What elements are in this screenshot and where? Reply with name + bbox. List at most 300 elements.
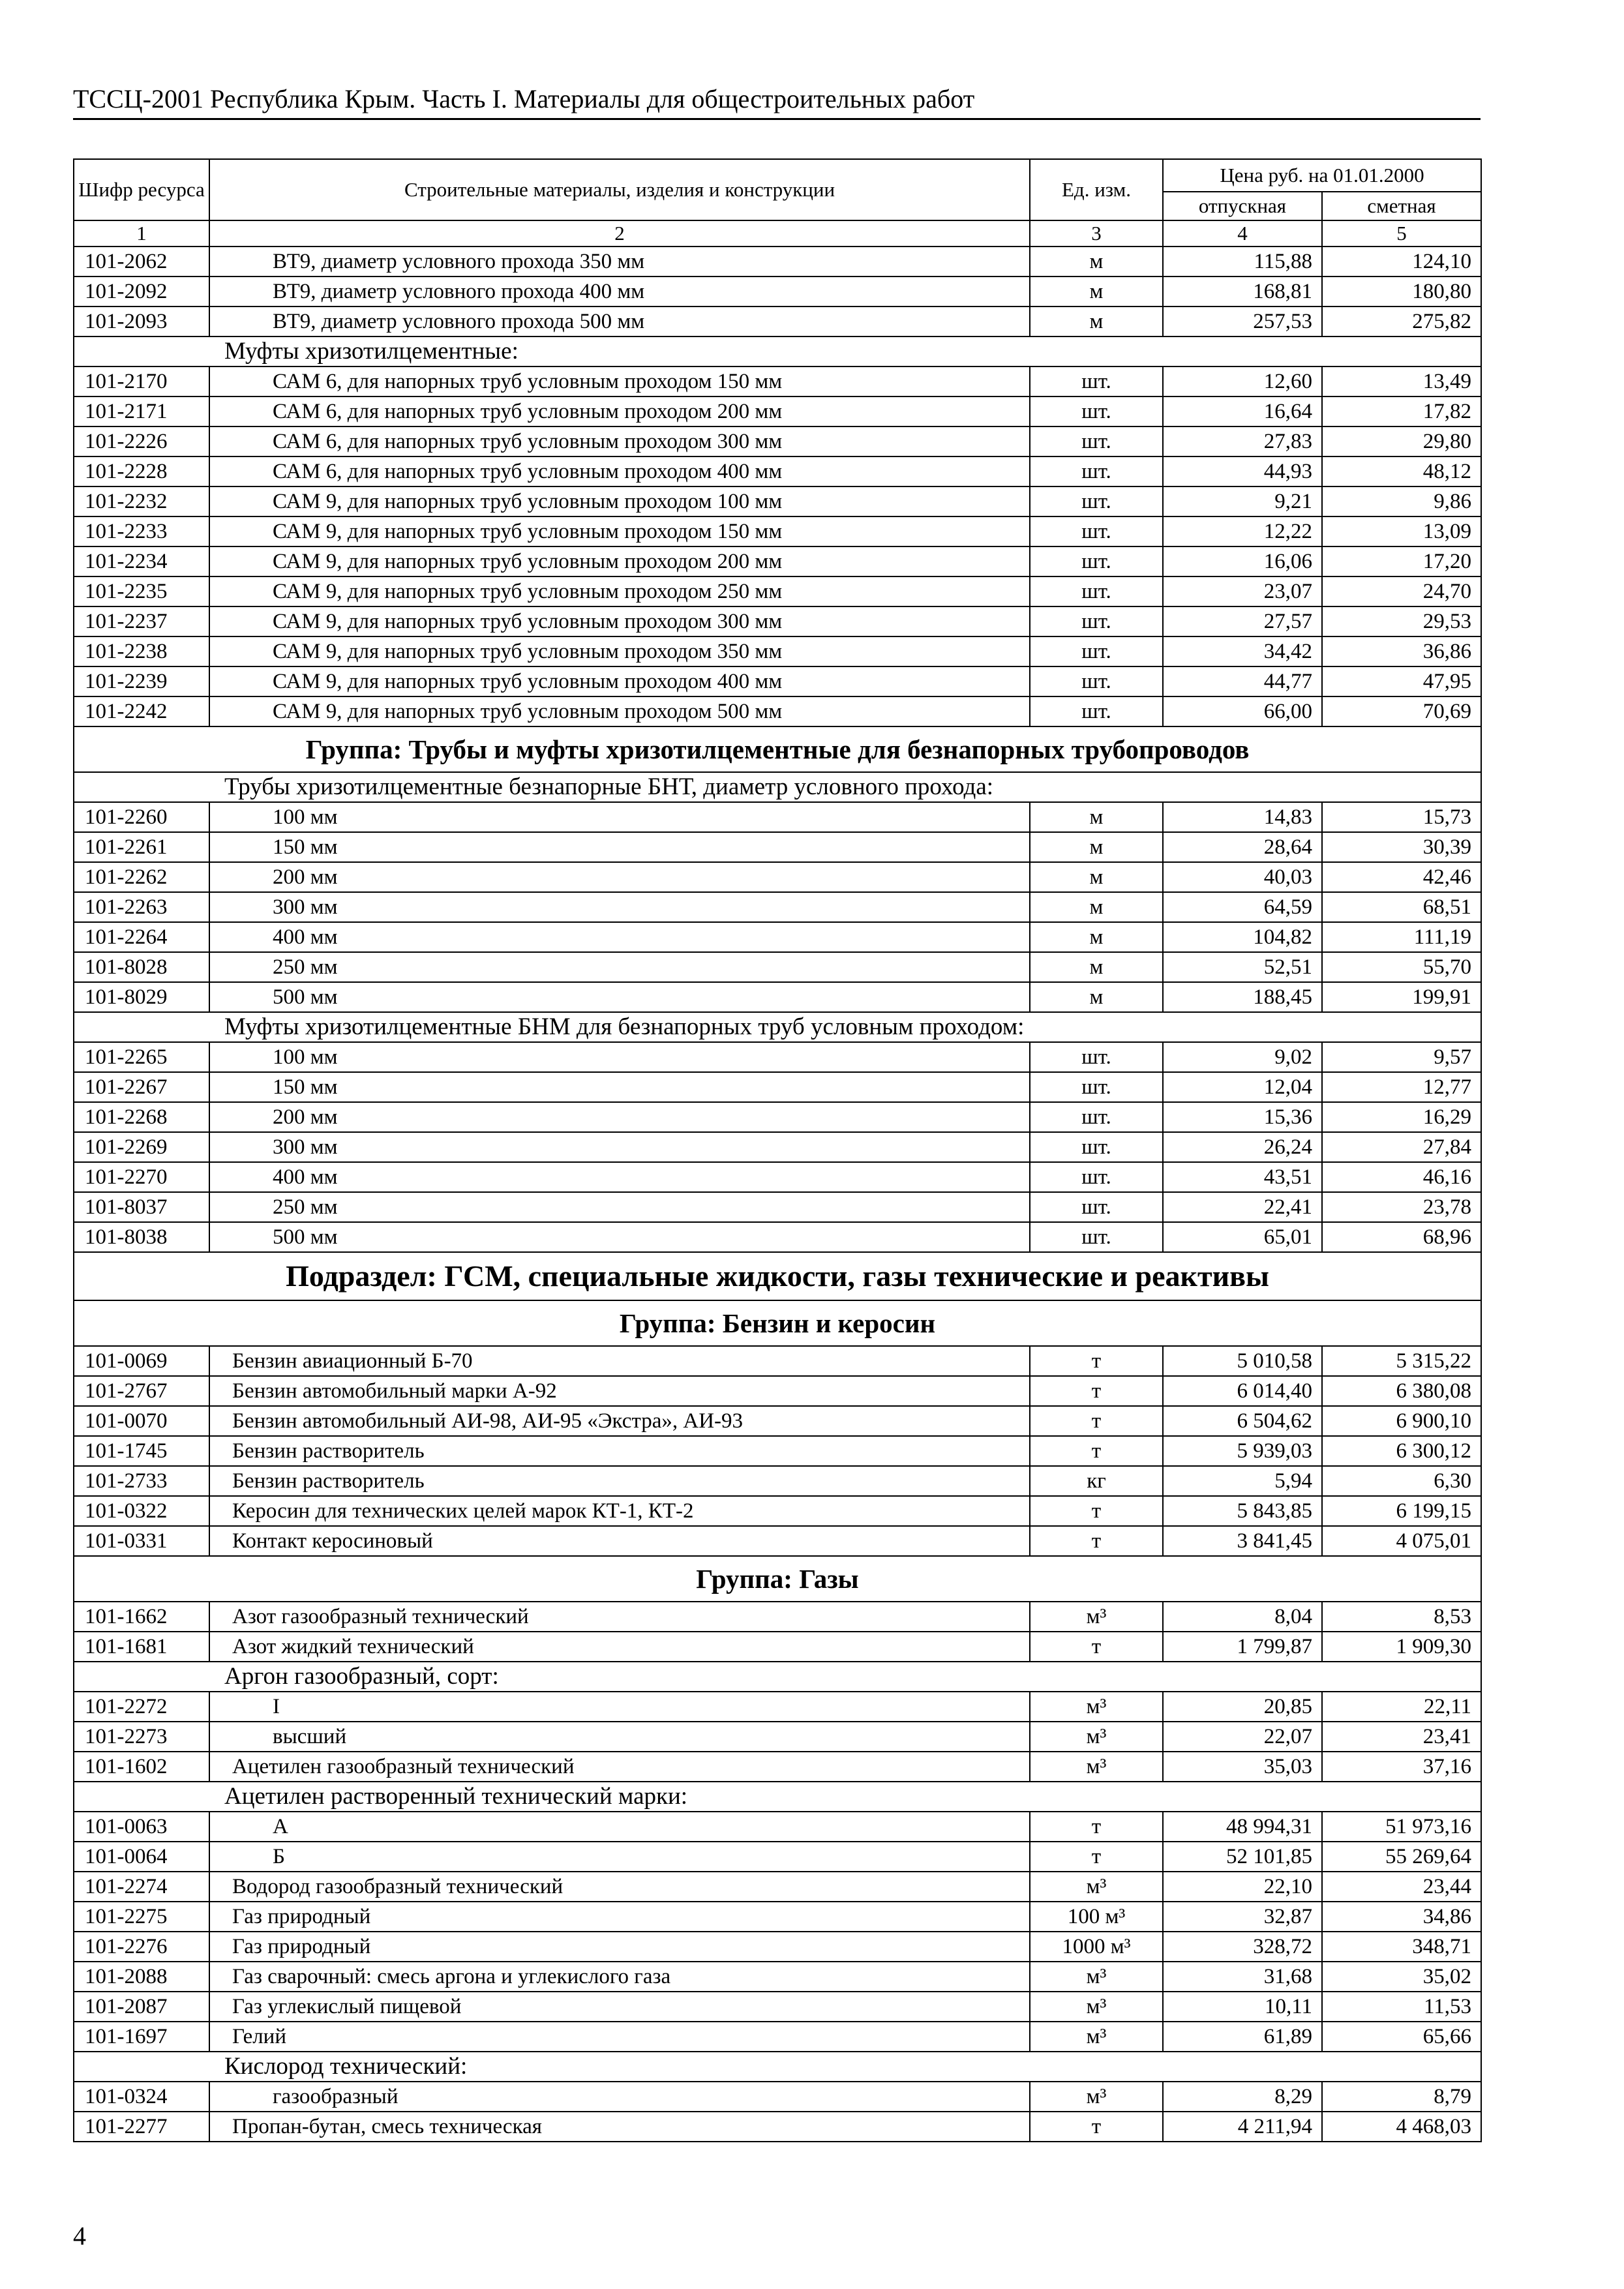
release-price: 9,02 [1163, 1042, 1322, 1072]
subgroup-heading: Аргон газообразный, сорт: [74, 1662, 1481, 1692]
release-price: 34,42 [1163, 636, 1322, 666]
estimate-price: 46,16 [1322, 1162, 1481, 1192]
material-name: 300 мм [209, 892, 1030, 922]
resource-code: 101-2234 [74, 546, 209, 576]
estimate-price: 23,78 [1322, 1192, 1481, 1222]
subgroup-heading: Муфты хризотилцементные БНМ для безнапорных труб условным проходом: [74, 1012, 1481, 1042]
resource-code: 101-2261 [74, 832, 209, 862]
unit: т [1030, 1842, 1163, 1872]
material-name: Газ природный [209, 1902, 1030, 1932]
resource-code: 101-1697 [74, 2022, 209, 2052]
table-row [74, 1496, 1481, 1526]
release-price: 115,88 [1163, 247, 1322, 277]
estimate-price: 23,44 [1322, 1872, 1481, 1902]
unit: т [1030, 1812, 1163, 1842]
unit: т [1030, 1632, 1163, 1662]
unit: м [1030, 277, 1163, 307]
table-row [74, 2022, 1481, 2052]
unit: м³ [1030, 1752, 1163, 1782]
header-col-number: 4 [1163, 220, 1322, 247]
unit: шт. [1030, 456, 1163, 486]
table-row [74, 1376, 1481, 1406]
estimate-price: 5 315,22 [1322, 1346, 1481, 1376]
estimate-price: 42,46 [1322, 862, 1481, 892]
table-row [74, 486, 1481, 516]
page-number: 4 [73, 2221, 86, 2251]
unit: м [1030, 982, 1163, 1012]
unit: м [1030, 247, 1163, 277]
resource-code: 101-0063 [74, 1812, 209, 1842]
release-price: 22,41 [1163, 1192, 1322, 1222]
material-name: САМ 9, для напорных труб условным проходом 150 мм [209, 516, 1030, 546]
table-row [74, 1436, 1481, 1466]
table-row [74, 1992, 1481, 2022]
material-name: 150 мм [209, 1072, 1030, 1102]
material-name: САМ 9, для напорных труб условным проходом 500 мм [209, 696, 1030, 726]
table-row [74, 1632, 1481, 1662]
release-price: 64,59 [1163, 892, 1322, 922]
material-name: САМ 9, для напорных труб условным проходом 250 мм [209, 576, 1030, 606]
unit: шт. [1030, 636, 1163, 666]
release-price: 8,29 [1163, 2082, 1322, 2112]
material-name: САМ 9, для напорных труб условным проходом 300 мм [209, 606, 1030, 636]
unit: т [1030, 1436, 1163, 1466]
material-name: ВТ9, диаметр условного прохода 350 мм [209, 247, 1030, 277]
table-row [74, 1072, 1481, 1102]
release-price: 52,51 [1163, 952, 1322, 982]
release-price: 40,03 [1163, 862, 1322, 892]
resource-code: 101-2232 [74, 486, 209, 516]
release-price: 43,51 [1163, 1162, 1322, 1192]
header-name: Строительные материалы, изделия и конструкции [209, 159, 1030, 220]
resource-code: 101-2264 [74, 922, 209, 952]
resource-code: 101-0064 [74, 1842, 209, 1872]
release-price: 20,85 [1163, 1692, 1322, 1722]
table-row [74, 802, 1481, 832]
material-name: 250 мм [209, 1192, 1030, 1222]
unit: шт. [1030, 1162, 1163, 1192]
table-row [74, 892, 1481, 922]
release-price: 52 101,85 [1163, 1842, 1322, 1872]
resource-code: 101-2238 [74, 636, 209, 666]
unit: шт. [1030, 606, 1163, 636]
resource-code: 101-1662 [74, 1602, 209, 1632]
table-row [74, 606, 1481, 636]
estimate-price: 4 075,01 [1322, 1526, 1481, 1556]
unit: шт. [1030, 396, 1163, 426]
unit: м³ [1030, 1992, 1163, 2022]
release-price: 44,93 [1163, 456, 1322, 486]
release-price: 12,04 [1163, 1072, 1322, 1102]
estimate-price: 6,30 [1322, 1466, 1481, 1496]
unit: т [1030, 2112, 1163, 2142]
material-name: 150 мм [209, 832, 1030, 862]
subgroup-row [74, 2052, 1481, 2082]
estimate-price: 29,53 [1322, 606, 1481, 636]
table-row [74, 1406, 1481, 1436]
table-row [74, 1812, 1481, 1842]
resource-code: 101-2267 [74, 1072, 209, 1102]
release-price: 27,57 [1163, 606, 1322, 636]
estimate-price: 1 909,30 [1322, 1632, 1481, 1662]
material-name: Водород газообразный технический [209, 1872, 1030, 1902]
material-name: Газ углекислый пищевой [209, 1992, 1030, 2022]
group-heading: Группа: Бензин и керосин [74, 1300, 1481, 1346]
release-price: 4 211,94 [1163, 2112, 1322, 2142]
release-price: 3 841,45 [1163, 1526, 1322, 1556]
material-name: Пропан-бутан, смесь техническая [209, 2112, 1030, 2142]
table-row [74, 576, 1481, 606]
resource-code: 101-0324 [74, 2082, 209, 2112]
release-price: 22,10 [1163, 1872, 1322, 1902]
unit: м [1030, 802, 1163, 832]
estimate-price: 27,84 [1322, 1132, 1481, 1162]
header-price: Цена руб. на 01.01.2000 [1163, 159, 1481, 192]
estimate-price: 48,12 [1322, 456, 1481, 486]
unit: м³ [1030, 1722, 1163, 1752]
unit: шт. [1030, 546, 1163, 576]
resource-code: 101-2228 [74, 456, 209, 486]
table-row [74, 1132, 1481, 1162]
release-price: 14,83 [1163, 802, 1322, 832]
material-name: САМ 9, для напорных труб условным проходом 200 мм [209, 546, 1030, 576]
material-name: САМ 6, для напорных труб условным проходом 200 мм [209, 396, 1030, 426]
unit: шт. [1030, 576, 1163, 606]
unit: шт. [1030, 1132, 1163, 1162]
unit: кг [1030, 1466, 1163, 1496]
material-name: 500 мм [209, 982, 1030, 1012]
group-row [74, 726, 1481, 772]
header-col-number: 3 [1030, 220, 1163, 247]
material-name: Бензин растворитель [209, 1466, 1030, 1496]
estimate-price: 55,70 [1322, 952, 1481, 982]
subgroup-heading: Кислород технический: [74, 2052, 1481, 2082]
header-rule [73, 118, 1481, 120]
unit: шт. [1030, 486, 1163, 516]
release-price: 16,64 [1163, 396, 1322, 426]
page-header-title: ТССЦ-2001 Республика Крым. Часть I. Материалы для общестроительных работ [73, 84, 975, 113]
release-price: 9,21 [1163, 486, 1322, 516]
estimate-price: 11,53 [1322, 1992, 1481, 2022]
header-unit: Ед. изм. [1030, 159, 1163, 220]
table-row [74, 1102, 1481, 1132]
unit: 100 м³ [1030, 1902, 1163, 1932]
material-name: Бензин авиационный Б-70 [209, 1346, 1030, 1376]
material-name: САМ 6, для напорных труб условным проходом 300 мм [209, 426, 1030, 456]
resource-code: 101-2274 [74, 1872, 209, 1902]
table-row [74, 1872, 1481, 1902]
table-row [74, 1042, 1481, 1072]
resource-code: 101-2262 [74, 862, 209, 892]
estimate-price: 16,29 [1322, 1102, 1481, 1132]
material-name: Бензин автомобильный АИ-98, АИ-95 «Экстра», АИ-93 [209, 1406, 1030, 1436]
resource-code: 101-2269 [74, 1132, 209, 1162]
release-price: 16,06 [1163, 546, 1322, 576]
table-row [74, 922, 1481, 952]
group-row [74, 1556, 1481, 1602]
resource-code: 101-0331 [74, 1526, 209, 1556]
subgroup-heading: Ацетилен растворенный технический марки: [74, 1782, 1481, 1812]
resource-code: 101-2265 [74, 1042, 209, 1072]
resource-code: 101-2087 [74, 1992, 209, 2022]
subgroup-row [74, 337, 1481, 367]
unit: шт. [1030, 1072, 1163, 1102]
release-price: 31,68 [1163, 1962, 1322, 1992]
table-row [74, 1932, 1481, 1962]
release-price: 27,83 [1163, 426, 1322, 456]
table-row [74, 666, 1481, 696]
material-name: Газ природный [209, 1932, 1030, 1962]
resource-code: 101-2171 [74, 396, 209, 426]
release-price: 5 939,03 [1163, 1436, 1322, 1466]
estimate-price: 35,02 [1322, 1962, 1481, 1992]
material-name: 400 мм [209, 922, 1030, 952]
unit: м [1030, 952, 1163, 982]
group-row [74, 1300, 1481, 1346]
estimate-price: 37,16 [1322, 1752, 1481, 1782]
release-price: 6 014,40 [1163, 1376, 1322, 1406]
release-price: 10,11 [1163, 1992, 1322, 2022]
estimate-price: 13,49 [1322, 367, 1481, 396]
estimate-price: 68,51 [1322, 892, 1481, 922]
subgroup-row [74, 1782, 1481, 1812]
release-price: 257,53 [1163, 307, 1322, 337]
unit: т [1030, 1526, 1163, 1556]
release-price: 28,64 [1163, 832, 1322, 862]
table-row [74, 636, 1481, 666]
release-price: 35,03 [1163, 1752, 1322, 1782]
estimate-price: 4 468,03 [1322, 2112, 1481, 2142]
unit: м³ [1030, 2082, 1163, 2112]
resource-code: 101-2263 [74, 892, 209, 922]
header-col-number: 5 [1322, 220, 1481, 247]
unit: м [1030, 862, 1163, 892]
estimate-price: 17,82 [1322, 396, 1481, 426]
estimate-price: 8,79 [1322, 2082, 1481, 2112]
material-name: 100 мм [209, 802, 1030, 832]
material-name: Гелий [209, 2022, 1030, 2052]
material-name: САМ 9, для напорных труб условным проходом 350 мм [209, 636, 1030, 666]
table-row [74, 277, 1481, 307]
table-row [74, 982, 1481, 1012]
material-name: САМ 9, для напорных труб условным проходом 100 мм [209, 486, 1030, 516]
unit: т [1030, 1346, 1163, 1376]
estimate-price: 12,77 [1322, 1072, 1481, 1102]
table-row [74, 952, 1481, 982]
table-row [74, 1722, 1481, 1752]
table-row [74, 1192, 1481, 1222]
resource-code: 101-1681 [74, 1632, 209, 1662]
estimate-price: 13,09 [1322, 516, 1481, 546]
material-name: А [209, 1812, 1030, 1842]
unit: шт. [1030, 426, 1163, 456]
table-row [74, 1902, 1481, 1932]
table-row [74, 1602, 1481, 1632]
resource-code: 101-2239 [74, 666, 209, 696]
material-name: САМ 6, для напорных труб условным проходом 400 мм [209, 456, 1030, 486]
unit: шт. [1030, 367, 1163, 396]
resource-code: 101-2237 [74, 606, 209, 636]
table-row [74, 247, 1481, 277]
material-name: 100 мм [209, 1042, 1030, 1072]
material-name: Керосин для технических целей марок КТ-1, КТ-2 [209, 1496, 1030, 1526]
estimate-price: 24,70 [1322, 576, 1481, 606]
table-row [74, 367, 1481, 396]
table-row [74, 2082, 1481, 2112]
unit: м [1030, 832, 1163, 862]
section-row [74, 1252, 1481, 1300]
table-row [74, 426, 1481, 456]
table-row [74, 1162, 1481, 1192]
header-code: Шифр ресурса [74, 159, 209, 220]
estimate-price: 199,91 [1322, 982, 1481, 1012]
material-name: 500 мм [209, 1222, 1030, 1252]
resource-code: 101-2092 [74, 277, 209, 307]
estimate-price: 30,39 [1322, 832, 1481, 862]
estimate-price: 348,71 [1322, 1932, 1481, 1962]
table-row [74, 1466, 1481, 1496]
material-name: газообразный [209, 2082, 1030, 2112]
table-row [74, 516, 1481, 546]
estimate-price: 124,10 [1322, 247, 1481, 277]
material-name: высший [209, 1722, 1030, 1752]
resource-code: 101-2062 [74, 247, 209, 277]
material-name: Азот газообразный технический [209, 1602, 1030, 1632]
estimate-price: 180,80 [1322, 277, 1481, 307]
unit: т [1030, 1376, 1163, 1406]
estimate-price: 111,19 [1322, 922, 1481, 952]
estimate-price: 29,80 [1322, 426, 1481, 456]
resource-code: 101-2088 [74, 1962, 209, 1992]
unit: 1000 м³ [1030, 1932, 1163, 1962]
table-row [74, 1526, 1481, 1556]
table-row [74, 1222, 1481, 1252]
material-name: 400 мм [209, 1162, 1030, 1192]
material-name: 200 мм [209, 1102, 1030, 1132]
release-price: 23,07 [1163, 576, 1322, 606]
estimate-price: 9,57 [1322, 1042, 1481, 1072]
table-row [74, 832, 1481, 862]
resource-code: 101-2260 [74, 802, 209, 832]
unit: т [1030, 1496, 1163, 1526]
table-row [74, 546, 1481, 576]
release-price: 5,94 [1163, 1466, 1322, 1496]
group-heading: Группа: Трубы и муфты хризотилцементные для безнапорных трубопроводов [74, 726, 1481, 772]
material-name: 250 мм [209, 952, 1030, 982]
resource-code: 101-2273 [74, 1722, 209, 1752]
unit: шт. [1030, 1192, 1163, 1222]
estimate-price: 68,96 [1322, 1222, 1481, 1252]
material-name: Б [209, 1842, 1030, 1872]
subgroup-heading: Трубы хризотилцементные безнапорные БНТ, диаметр условного прохода: [74, 772, 1481, 802]
unit: м [1030, 922, 1163, 952]
subgroup-heading: Муфты хризотилцементные: [74, 337, 1481, 367]
estimate-price: 55 269,64 [1322, 1842, 1481, 1872]
resource-code: 101-8038 [74, 1222, 209, 1252]
unit: шт. [1030, 1102, 1163, 1132]
estimate-price: 70,69 [1322, 696, 1481, 726]
table-row [74, 307, 1481, 337]
estimate-price: 275,82 [1322, 307, 1481, 337]
estimate-price: 15,73 [1322, 802, 1481, 832]
estimate-price: 47,95 [1322, 666, 1481, 696]
material-name: I [209, 1692, 1030, 1722]
table-body [74, 247, 1481, 2142]
resource-code: 101-0322 [74, 1496, 209, 1526]
unit: шт. [1030, 1222, 1163, 1252]
estimate-price: 6 300,12 [1322, 1436, 1481, 1466]
resource-code: 101-2277 [74, 2112, 209, 2142]
estimate-price: 36,86 [1322, 636, 1481, 666]
release-price: 5 843,85 [1163, 1496, 1322, 1526]
header-col-number: 1 [74, 220, 209, 247]
subgroup-row [74, 1662, 1481, 1692]
resource-code: 101-2235 [74, 576, 209, 606]
resource-code: 101-8029 [74, 982, 209, 1012]
material-name: Контакт керосиновый [209, 1526, 1030, 1556]
material-name: Азот жидкий технический [209, 1632, 1030, 1662]
material-name: Ацетилен газообразный технический [209, 1752, 1030, 1782]
resource-code: 101-0070 [74, 1406, 209, 1436]
release-price: 22,07 [1163, 1722, 1322, 1752]
unit: м³ [1030, 1962, 1163, 1992]
release-price: 188,45 [1163, 982, 1322, 1012]
resource-code: 101-2233 [74, 516, 209, 546]
estimate-price: 9,86 [1322, 486, 1481, 516]
header-release-price: отпускная [1163, 192, 1322, 220]
release-price: 32,87 [1163, 1902, 1322, 1932]
release-price: 48 994,31 [1163, 1812, 1322, 1842]
table-row [74, 1962, 1481, 1992]
resource-code: 101-2276 [74, 1932, 209, 1962]
unit: м³ [1030, 2022, 1163, 2052]
resource-code: 101-1602 [74, 1752, 209, 1782]
unit: шт. [1030, 696, 1163, 726]
material-name: 300 мм [209, 1132, 1030, 1162]
release-price: 15,36 [1163, 1102, 1322, 1132]
resource-code: 101-2268 [74, 1102, 209, 1132]
estimate-price: 17,20 [1322, 546, 1481, 576]
estimate-price: 6 380,08 [1322, 1376, 1481, 1406]
estimate-price: 34,86 [1322, 1902, 1481, 1932]
material-name: ВТ9, диаметр условного прохода 400 мм [209, 277, 1030, 307]
unit: м [1030, 892, 1163, 922]
unit: шт. [1030, 666, 1163, 696]
estimate-price: 22,11 [1322, 1692, 1481, 1722]
group-heading: Группа: Газы [74, 1556, 1481, 1602]
estimate-price: 8,53 [1322, 1602, 1481, 1632]
estimate-price: 6 199,15 [1322, 1496, 1481, 1526]
resource-code: 101-2242 [74, 696, 209, 726]
release-price: 328,72 [1163, 1932, 1322, 1962]
material-name: САМ 9, для напорных труб условным проходом 400 мм [209, 666, 1030, 696]
material-name: Газ сварочный: смесь аргона и углекислого газа [209, 1962, 1030, 1992]
release-price: 1 799,87 [1163, 1632, 1322, 1662]
resource-code: 101-2733 [74, 1466, 209, 1496]
release-price: 65,01 [1163, 1222, 1322, 1252]
resource-code: 101-1745 [74, 1436, 209, 1466]
resource-code: 101-2093 [74, 307, 209, 337]
unit: м³ [1030, 1692, 1163, 1722]
header-estimate-price: сметная [1322, 192, 1481, 220]
table-row [74, 1346, 1481, 1376]
release-price: 104,82 [1163, 922, 1322, 952]
release-price: 12,22 [1163, 516, 1322, 546]
unit: м³ [1030, 1602, 1163, 1632]
table-row [74, 456, 1481, 486]
table-row [74, 396, 1481, 426]
release-price: 6 504,62 [1163, 1406, 1322, 1436]
